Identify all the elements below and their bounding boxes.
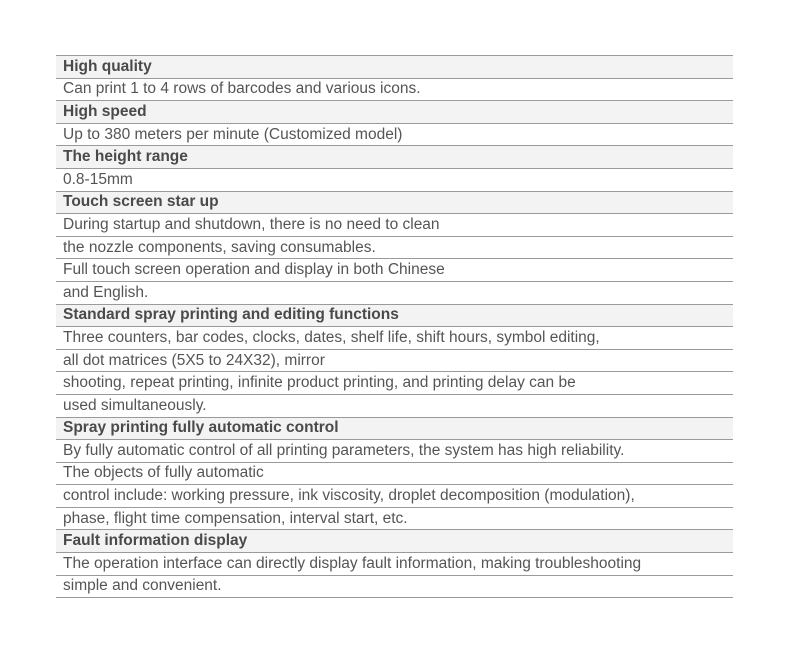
spec-line: the nozzle components, saving consumables. (56, 237, 733, 260)
section-heading-automatic-control: Spray printing fully automatic control (56, 418, 733, 441)
spec-line: The objects of fully automatic (56, 463, 733, 486)
section-heading-editing-functions: Standard spray printing and editing functions (56, 305, 733, 328)
section-heading-fault-display: Fault information display (56, 530, 733, 553)
spec-line: Three counters, bar codes, clocks, dates, shelf life, shift hours, symbol editing, (56, 327, 733, 350)
spec-line: simple and convenient. (56, 576, 733, 599)
spec-line: shooting, repeat printing, infinite product printing, and printing delay can be (56, 372, 733, 395)
spec-line: all dot matrices (5X5 to 24X32), mirror (56, 350, 733, 373)
section-heading-touch-screen: Touch screen star up (56, 192, 733, 215)
section-heading-high-speed: High speed (56, 101, 733, 124)
section-heading-height-range: The height range (56, 146, 733, 169)
spec-line: By fully automatic control of all printing parameters, the system has high reliability. (56, 440, 733, 463)
spec-line: phase, flight time compensation, interval start, etc. (56, 508, 733, 531)
spec-line: Can print 1 to 4 rows of barcodes and various icons. (56, 79, 733, 102)
spec-line: Full touch screen operation and display in both Chinese (56, 259, 733, 282)
spec-line: The operation interface can directly display fault information, making troubleshooting (56, 553, 733, 576)
spec-line: control include: working pressure, ink viscosity, droplet decomposition (modulation), (56, 485, 733, 508)
spec-line: During startup and shutdown, there is no need to clean (56, 214, 733, 237)
spec-line: and English. (56, 282, 733, 305)
spec-line: 0.8-15mm (56, 169, 733, 192)
section-heading-high-quality: High quality (56, 56, 733, 79)
spec-line: Up to 380 meters per minute (Customized model) (56, 124, 733, 147)
spec-table (56, 55, 733, 598)
spec-line: used simultaneously. (56, 395, 733, 418)
